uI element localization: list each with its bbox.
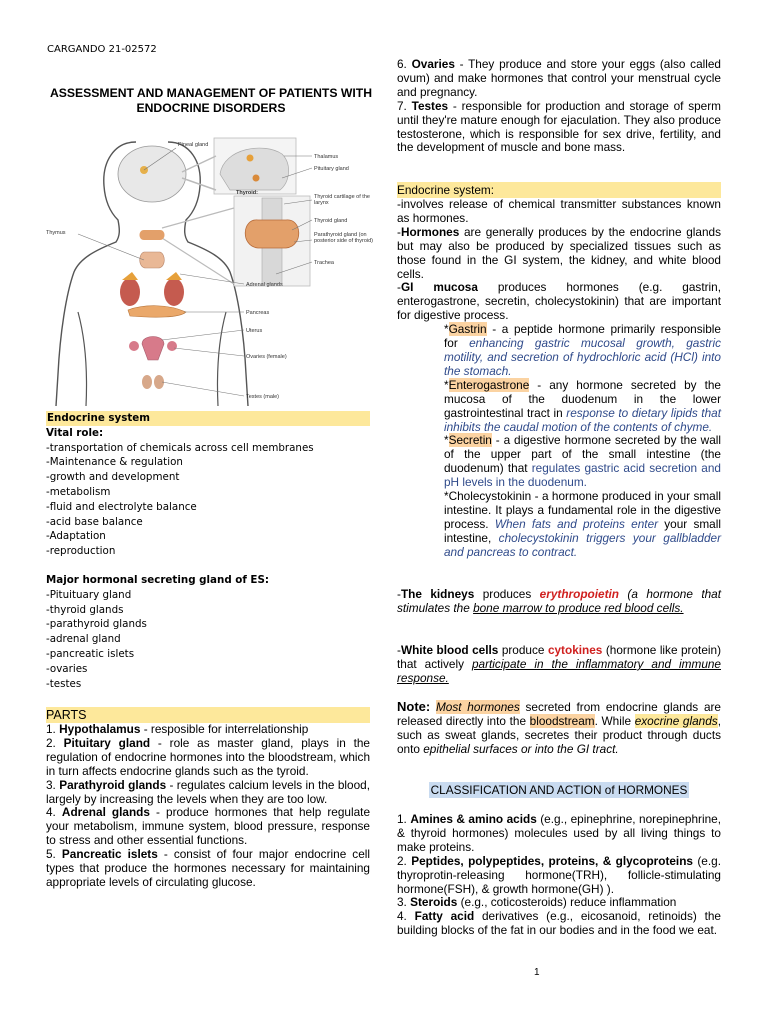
part-item: 5. Pancreatic islets - consist of four major endocrine cell types that produce the hormones necessary for maintaining appropriate levels of circulating glucose. [46, 847, 371, 889]
part-item: 7. Testes - responsible for production and storage of sperm until they're mature enough for ejaculation. They also produce testosterone, which is responsible for sex drive, fertility, and the development of muscle and bone mass. [397, 98, 721, 155]
enterogastrone-paragraph: *Enterogastrone - any hormone secreted by the mucosa of the duodenum in the lower gastrointestinal tract in response to dietary lipids that inhibits the caudal motion of the contents of chyme. [444, 377, 721, 434]
list-item: 1. Amines & amino acids (e.g., epinephrine, norepinephrine, & thyroid hormones) molecules used by all living things to make proteins. [397, 812, 721, 854]
list-item: -parathyroid glands [46, 618, 147, 631]
right-column-top [397, 58, 721, 155]
secretin-paragraph: *Secretin - a digestive hormone secreted by the wall of the upper part of the small intestine (the duodenum) that regulates gastric acid secretion and pH levels in the duodenum. [444, 433, 721, 490]
part-item: 4. Adrenal glands - produce hormones that help regulate your metabolism, immune system, blood pressure, response to stress and other essential functions. [46, 805, 371, 848]
label-adrenal: Adrenal glands [246, 282, 283, 288]
note-paragraph: Note: Most hormones secreted from endocrine glands are released directly into the bloodstream. While exocrine glands, such as sweat glands, secretes their product through ducts onto epithelial surfaces or into the GI tract. [397, 699, 721, 756]
list-item: -testes [46, 677, 82, 690]
list-item: -fluid and electrolyte balance [46, 500, 197, 513]
list-item: 3. Steroids (e.g., coticosteroids) reduce inflammation [397, 895, 677, 910]
part-item: 1. Hypothalamus - resposible for interrelationship [46, 722, 309, 736]
label-thyroid-gland: Thyroid gland [314, 218, 348, 224]
list-item: -pancreatic islets [46, 647, 135, 660]
gi-paragraph: -GI mucosa produces hormones (e.g. gastrin, enterogastrone, secretin, cholecystokinin) that are important for digestive process. [397, 280, 721, 323]
wbc-paragraph: -White blood cells produce cytokines (hormone like protein) that actively participate in the inflammatory and immune response. [397, 643, 721, 685]
list-item: 2. Peptides, polypeptides, proteins, & glycoproteins (e.g. thyroprotin-releasing hormone(TRH), follicle-stimulating hormone(FSH), & growth hormone(GH) ). [397, 853, 721, 896]
label-pancreas: Pancreas [246, 310, 270, 316]
list-item: -adrenal gland [46, 633, 121, 646]
label-trachea: Trachea [314, 260, 334, 266]
part-item: 6. Ovaries - They produce and store your eggs (also called ovum) and make hormones that control your menstrual cycle and pregnancy. [397, 57, 721, 99]
part-item: 3. Parathyroid glands - regulates calcium levels in the blood, largely by increasing the levels when they are too low. [46, 777, 370, 806]
es-line: -involves release of chemical transmitter substances known as hormones. [397, 197, 721, 225]
list-item: -transportation of chemicals across cell membranes [46, 441, 314, 454]
list-item: -ovaries [46, 662, 88, 675]
label-uterus: Uterus [246, 328, 263, 334]
list-item: -thyroid glands [46, 603, 124, 616]
endocrine-system-heading: Endocrine system [46, 411, 370, 426]
list-item: 4. Fatty acid derivatives (e.g., eicosanoid, retinoids) the building blocks of the fat in our bodies and in the food we eat. [397, 909, 721, 938]
label-ovaries: Ovaries (female) [246, 354, 287, 360]
label-pineal: Pineal gland [178, 142, 209, 148]
endocrine-system-section [46, 411, 370, 691]
list-item: -metabolism [46, 485, 111, 498]
page-number: 1 [534, 967, 540, 978]
endocrine-anatomy-figure [44, 134, 374, 406]
es-heading: Endocrine system: [397, 182, 721, 198]
vital-role-label: Vital role: [46, 426, 104, 439]
author-header: CARGANDO 21-02572 [47, 44, 157, 55]
list-item: -growth and development [46, 471, 180, 484]
classification-heading-wrap [397, 784, 721, 798]
endocrine-system-notes [397, 182, 721, 560]
label-parathyroid: Parathyroid gland (on posterior side of thyroid) [314, 232, 373, 244]
gastrin-paragraph: *Gastrin - a peptide hormone primarily responsible for enhancing gastric mucosal growth, gastric motility, and secretion of hydrochloric acid (HCl) into the stomach. [444, 322, 721, 378]
cholecystokinin-paragraph: *Cholecystokinin - a hormone produced in your small intestine. It plays a fundamental role in the digestive process. When fats and proteins enter your small intestine, cholecystokinin triggers your gallbladder and pancreas to contract. [444, 489, 721, 559]
label-thalamus: Thalamus [314, 154, 339, 160]
document-title: ASSESSMENT AND MANAGEMENT OF PATIENTS WITH ENDOCRINE DISORDERS [49, 86, 373, 115]
list-item: -Pituituary gland [46, 588, 132, 601]
hormones-paragraph: -Hormones are generally produces by the endocrine glands but may also be produced by specialized tissues such as those found in the GI system, the kidney, and white blood cells. [397, 224, 721, 281]
label-cartilage: Thyroid cartilage of the larynx [314, 194, 370, 206]
part-item: 2. Pituitary gland - role as master gland, plays in the regulation of endocrine hormones into the bloodstream, which in turn affects endocrine glands such as the tyroid. [46, 735, 370, 778]
list-item: -Adaptation [46, 530, 106, 543]
classification-heading: CLASSIFICATION AND ACTION of HORMONES [430, 783, 688, 797]
parts-heading: PARTS [46, 707, 370, 723]
parts-section [46, 707, 370, 890]
label-thymus: Thymus [46, 230, 66, 236]
label-pituitary: Pituitary gland [314, 166, 349, 172]
kidneys-paragraph: -The kidneys produces erythropoietin (a hormone that stimulates the bone marrow to produce red blood cells. [397, 587, 721, 615]
list-item: -reproduction [46, 545, 116, 558]
classification-list [397, 813, 721, 938]
label-thyroid-heading: Thyroid: [236, 190, 258, 196]
list-item: -acid base balance [46, 515, 143, 528]
label-testes: Testes (male) [246, 394, 280, 400]
major-glands-label: Major hormonal secreting gland of ES: [46, 573, 269, 586]
list-item: -Maintenance & regulation [46, 456, 183, 469]
